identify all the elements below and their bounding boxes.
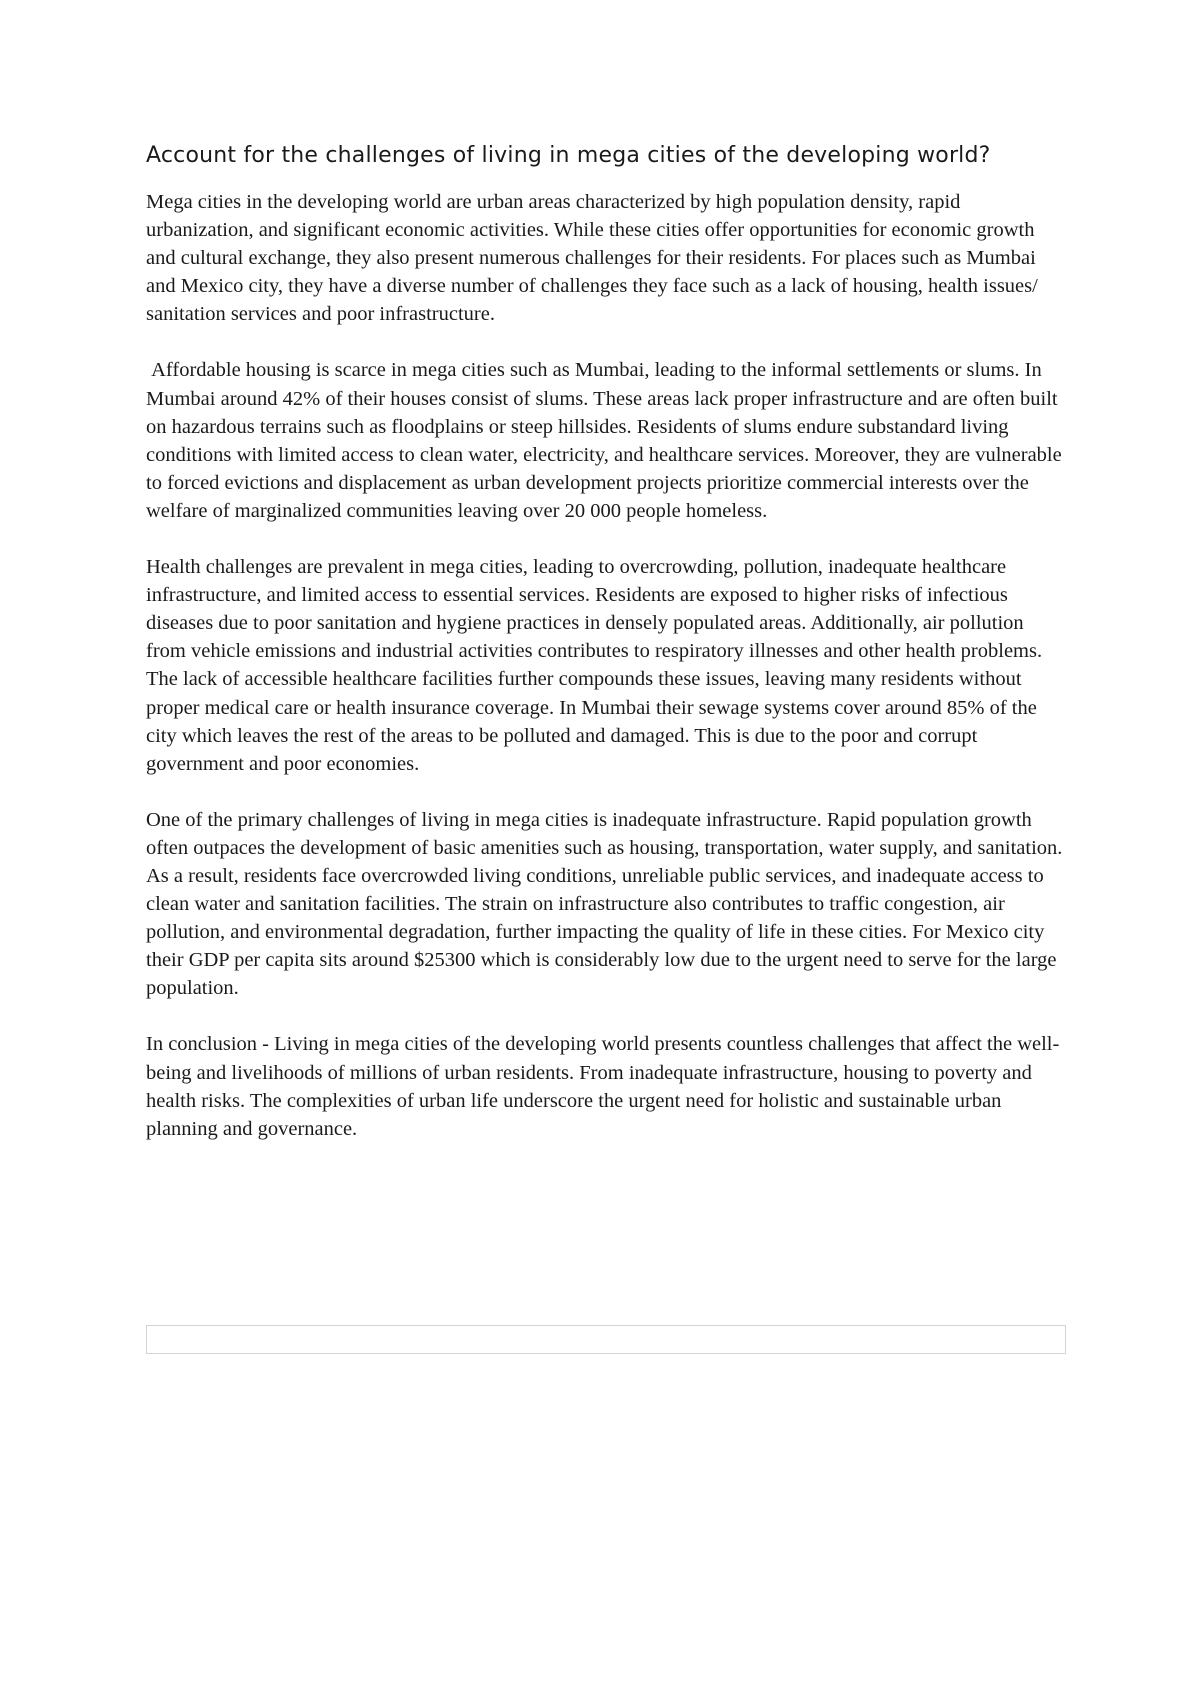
document-title: Account for the challenges of living in mega cities of the developing world? [146,143,991,168]
paragraph-conclusion: In conclusion - Living in mega cities of the developing world presents countless challenges that affect the well-being and livelihoods of millions of urban residents. From inadequate infrastructure, housing to poverty and health risks. The complexities of urban life underscore the urgent need for holistic and sustainable urban planning and governance. [146,1033,1060,1140]
paragraph-infrastructure: One of the primary challenges of living in mega cities is inadequate infrastructure. Rapid population growth often outpaces the development of basic amenities such as housing, transportation, water supply, and sanitation. As a result, residents face overcrowded living conditions, unreliable public services, and inadequate access to clean water and sanitation facilities. The strain on infrastructure also contributes to traffic congestion, air pollution, and environmental degradation, further impacting the quality of life in these cities. For Mexico city their GDP per capita sits around $25300 which is considerably low due to the urgent need to serve for the large population. [146,808,1063,1000]
paragraph-housing: Affordable housing is scarce in mega cities such as Mumbai, leading to the informal settlements or slums. In Mumbai around 42% of their houses consist of slums. These areas lack proper infrastructure and are often built on hazardous terrains such as floodplains or steep hillsides. Residents of slums endure substandard living conditions with limited access to clean water, electricity, and healthcare services. Moreover, they are vulnerable to forced evictions and displacement as urban development projects prioritize commercial interests over the welfare of marginalized communities leaving over 20 000 people homeless. [146,359,1067,522]
empty-text-box [146,1325,1066,1354]
document-body [146,142,1066,1171]
paragraph-health: Health challenges are prevalent in mega cities, leading to overcrowding, pollution, inadequate healthcare infrastructure, and limited access to essential services. Residents are exposed to higher risks of infectious diseases due to poor sanitation and hygiene practices in densely populated areas. Additionally, air pollution from vehicle emissions and industrial activities contributes to respiratory illnesses and other health problems. The lack of accessible healthcare facilities further compounds these issues, leaving many residents without proper medical care or health insurance coverage. In Mumbai their sewage systems cover around 85% of the city which leaves the rest of the areas to be polluted and damaged. This is due to the poor and corrupt government and poor economies. [146,556,1043,775]
paragraph-introduction: Mega cities in the developing world are urban areas characterized by high population density, rapid urbanization, and significant economic activities. While these cities offer opportunities for economic growth and cultural exchange, they also present numerous challenges for their residents. For places such as Mumbai and Mexico city, they have a diverse number of challenges they face such as a lack of housing, health issues/ sanitation services and poor infrastructure. [146,191,1038,326]
